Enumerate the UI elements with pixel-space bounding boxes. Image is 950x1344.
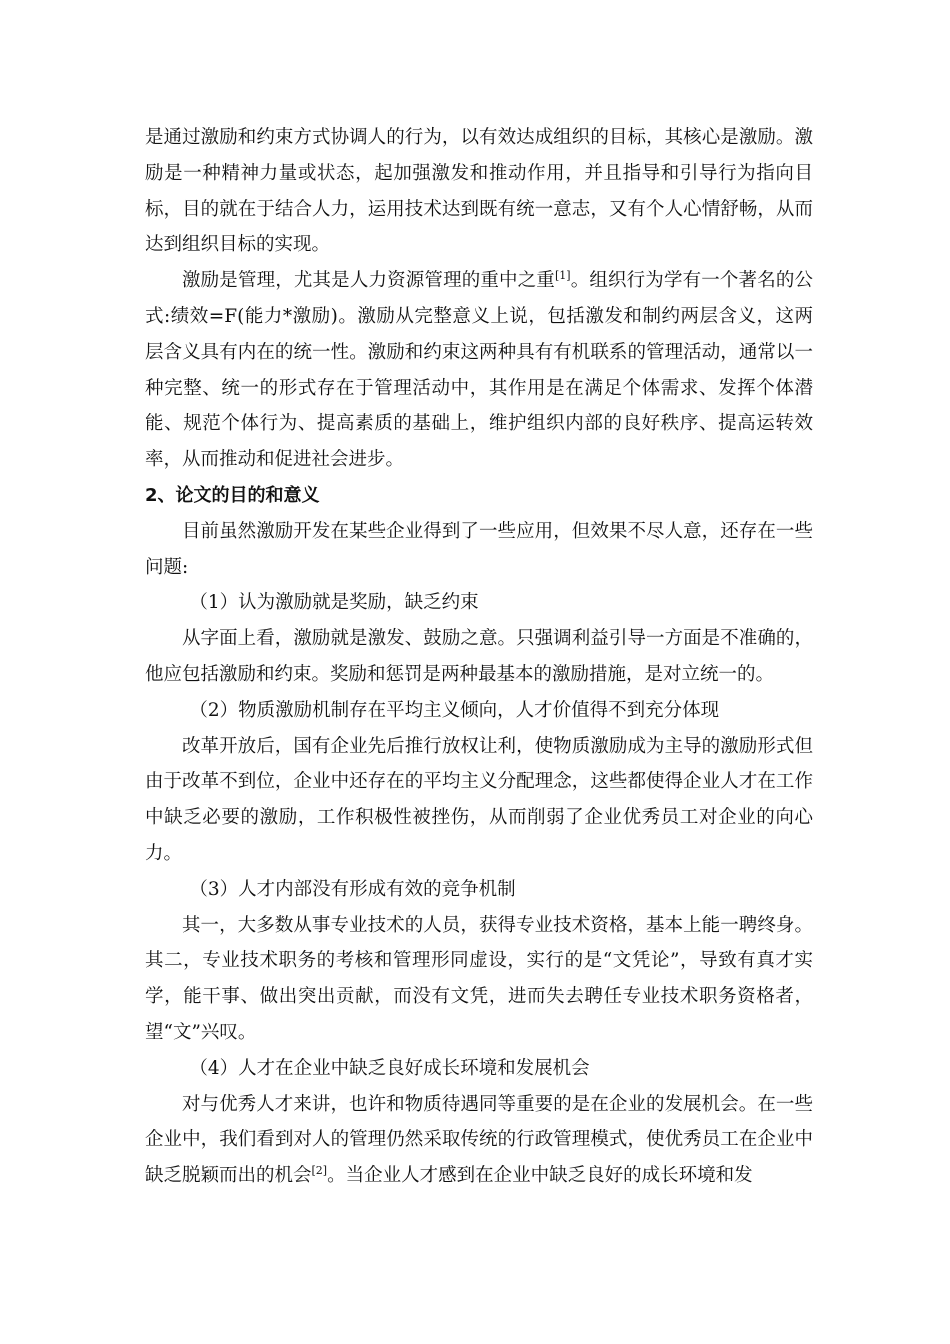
paragraph-intro-continued: 是通过激励和约束方式协调人的行为，以有效达成组织的目标，其核心是激励。激励是一种精神力量或状态，起加强激发和推动作用，并且指导和引导行为指向目标，目的就在于结合人力，运用技术达到既有统一意志，又有个人心情舒畅，从而达到组织目标的实现。 xyxy=(145,127,813,256)
citation-marker: [2] xyxy=(311,1163,328,1177)
paragraph-incentive-management xyxy=(145,263,813,478)
paragraph-text: 对与优秀人才来讲，也许和物质待遇同等重要的是在企业的发展机会。在一些企业中，我们看到对人的管理仍然采取传统的行政管理模式，使优秀员工在企业中缺乏脱颖而出的机会 xyxy=(145,1093,813,1187)
paragraph-text: 。组织行为学有一个著名的公式:绩效=F(能力*激励)。激励从完整意义上说，包括激发和制约两层含义，这两层含义具有内在的统一性。激励和约束这两种具有有机联系的管理活动，通常以一种完整、统一的形式存在于管理活动中，其作用是在满足个体需求、发挥个体潜能、规范个体行为、提高素质的基础上，维护组织内部的良好秩序、提高运转效率，从而推动和促进社会进步。 xyxy=(145,270,813,471)
list-item-heading: （3）人才内部没有形成有效的竞争机制 xyxy=(189,878,516,900)
document-body xyxy=(145,120,813,1194)
paragraph-reward-constraint: 从字面上看，激励就是激发、鼓励之意。只强调利益引导一方面是不准确的，他应包括激励和约束。奖励和惩罚是两种最基本的激励措施，是对立统一的。 xyxy=(145,628,813,685)
paragraph-text: 。当企业人才感到在企业中缺乏良好的成长环境和发 xyxy=(327,1165,753,1187)
section-heading: 2、论文的目的和意义 xyxy=(145,484,320,506)
list-item-heading: （4）人才在企业中缺乏良好成长环境和发展机会 xyxy=(189,1057,590,1079)
paragraph-problems-intro: 目前虽然激励开发在某些企业得到了一些应用，但效果不尽人意，还存在一些问题: xyxy=(145,520,813,578)
paragraph-egalitarianism: 改革开放后，国有企业先后推行放权让利，使物质激励成为主导的激励形式但由于改革不到位，企业中还存在的平均主义分配理念，这些都使得企业人才在工作中缺乏必要的激励，工作积极性被挫伤，从而削弱了企业优秀员工对企业的向心力。 xyxy=(145,735,813,864)
list-item-heading: （1）认为激励就是奖励，缺乏约束 xyxy=(189,592,479,614)
citation-marker: [1] xyxy=(554,269,571,283)
paragraph-growth-environment xyxy=(145,1087,813,1194)
paragraph-text: 激励是管理，尤其是人力资源管理的重中之重 xyxy=(182,270,555,292)
paragraph-competition: 其一，大多数从事专业技术的人员，获得专业技术资格，基本上能一聘终身。其二，专业技术职务的考核和管理形同虚设，实行的是“文凭论”，导致有真才实学，能干事、做出突出贡献，而没有文凭，进而失去聘任专业技术职务资格者，望“文”兴叹。 xyxy=(145,914,813,1043)
list-item-heading: （2）物质激励机制存在平均主义倾向，人才价值得不到充分体现 xyxy=(189,699,720,721)
